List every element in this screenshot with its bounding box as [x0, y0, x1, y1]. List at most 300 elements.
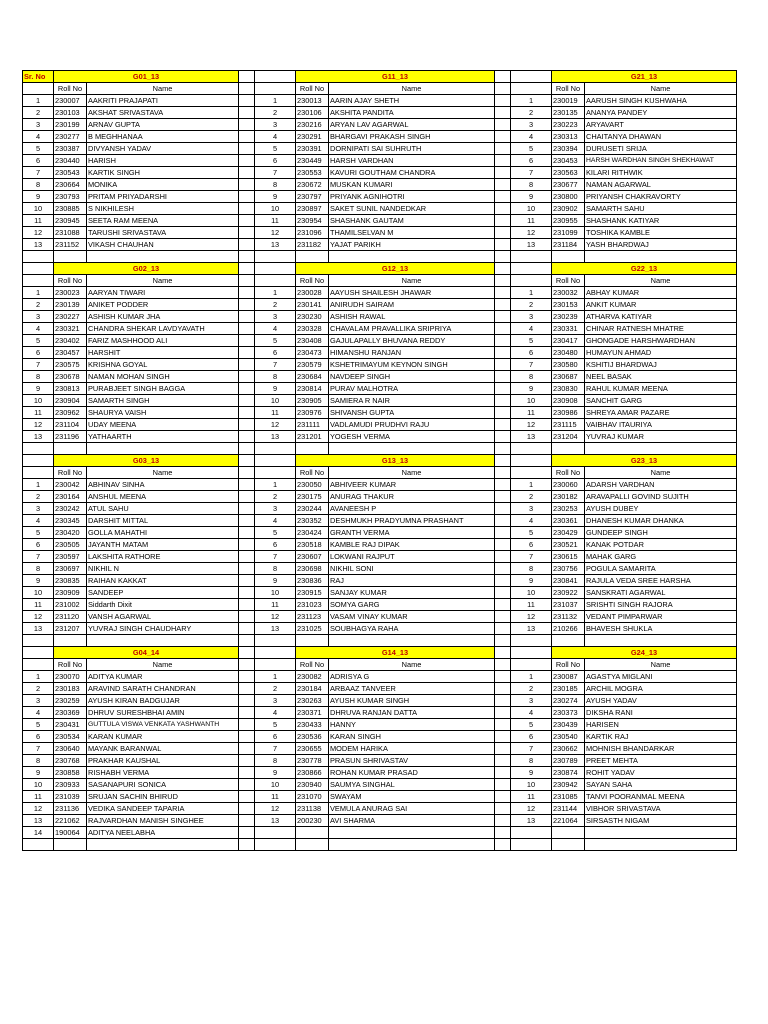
- roll-number-cell: 230607: [296, 551, 329, 563]
- serial-number-cell: 5: [255, 527, 296, 539]
- group-title: G21_13: [552, 71, 737, 83]
- roll-number-cell: [552, 827, 585, 839]
- roll-number-cell: 230800: [552, 191, 585, 203]
- spacer-cell: [495, 347, 511, 359]
- student-name-cell: SWAYAM: [329, 791, 495, 803]
- student-name-cell: VEDANT PIMPARWAR: [585, 611, 737, 623]
- table-row: [23, 827, 737, 839]
- student-name-cell: NIKHIL N: [87, 563, 239, 575]
- roll-number-cell: 230789: [552, 755, 585, 767]
- student-name-cell: CHAITANYA DHAWAN: [585, 131, 737, 143]
- roll-number-cell: 230575: [54, 359, 87, 371]
- spacer-cell: [495, 575, 511, 587]
- table-row: [23, 107, 737, 119]
- student-name-cell: ARNAV GUPTA: [87, 119, 239, 131]
- group-title: G04_14: [54, 647, 239, 659]
- name-label: Name: [329, 275, 495, 287]
- roll-number-cell: 230042: [54, 479, 87, 491]
- roll-number-cell: 231196: [54, 431, 87, 443]
- serial-number-cell: 8: [255, 755, 296, 767]
- roll-number-cell: 230408: [296, 335, 329, 347]
- student-name-cell: ANANYA PANDEY: [585, 107, 737, 119]
- serial-number-cell: 13: [23, 623, 54, 635]
- student-name-cell: [585, 827, 737, 839]
- spacer-cell: [495, 371, 511, 383]
- student-name-cell: RAHUL KUMAR MEENA: [585, 383, 737, 395]
- serial-number-cell: 2: [511, 299, 552, 311]
- student-name-cell: SANSKRATI AGARWAL: [585, 587, 737, 599]
- spacer-cell: [239, 575, 255, 587]
- spacer-cell: [239, 179, 255, 191]
- table-row: [23, 503, 737, 515]
- serial-number-cell: 6: [255, 155, 296, 167]
- student-name-cell: PURAV MALHOTRA: [329, 383, 495, 395]
- student-name-cell: AYUSH KIRAN BADGUJAR: [87, 695, 239, 707]
- serial-number-cell: 4: [23, 515, 54, 527]
- roll-number-cell: 230328: [296, 323, 329, 335]
- table-row: [23, 515, 737, 527]
- serial-number-cell: 6: [255, 347, 296, 359]
- spacer-cell: [239, 263, 255, 275]
- table-row: [23, 491, 737, 503]
- blank-cell: [329, 839, 495, 851]
- roll-number-cell: 230373: [552, 707, 585, 719]
- spacer-cell: [239, 419, 255, 431]
- student-name-cell: CHAVALAM PRAVALLIKA SRIPRIYA: [329, 323, 495, 335]
- roll-no-label: Roll No: [54, 467, 87, 479]
- spacer-cell: [239, 167, 255, 179]
- roll-number-cell: 230175: [296, 491, 329, 503]
- roll-number-cell: 230778: [296, 755, 329, 767]
- roll-number-cell: 231111: [296, 419, 329, 431]
- blank-cell: [296, 635, 329, 647]
- roll-number-cell: 230597: [54, 551, 87, 563]
- spacer-cell: [255, 263, 296, 275]
- serial-number-cell: 5: [23, 527, 54, 539]
- serial-number-cell: 8: [23, 563, 54, 575]
- spacer-cell: [239, 767, 255, 779]
- roll-number-cell: 230640: [54, 743, 87, 755]
- serial-number-cell: 11: [511, 599, 552, 611]
- table-row: [23, 671, 737, 683]
- serial-number-cell: 4: [511, 707, 552, 719]
- serial-number-cell: [511, 827, 552, 839]
- blank-cell: [23, 635, 54, 647]
- spacer-cell: [495, 467, 511, 479]
- blank-cell: [495, 251, 511, 263]
- student-name-cell: ARCHIL MOGRA: [585, 683, 737, 695]
- roll-number-cell: 231039: [54, 791, 87, 803]
- spacer-cell: [511, 71, 552, 83]
- serial-number-cell: 11: [23, 215, 54, 227]
- serial-number-cell: 10: [255, 395, 296, 407]
- spacer-cell: [495, 587, 511, 599]
- name-label: Name: [585, 83, 737, 95]
- spacer-cell: [239, 479, 255, 491]
- roll-number-cell: 230940: [296, 779, 329, 791]
- spacer-cell: [23, 659, 54, 671]
- roll-number-cell: 230103: [54, 107, 87, 119]
- serial-number-cell: 7: [23, 359, 54, 371]
- roll-number-cell: 221062: [54, 815, 87, 827]
- roll-no-label: Roll No: [552, 275, 585, 287]
- serial-number-cell: 13: [23, 815, 54, 827]
- student-name-cell: VIKASH CHAUHAN: [87, 239, 239, 251]
- roll-number-cell: 231132: [552, 611, 585, 623]
- serial-number-cell: 10: [23, 203, 54, 215]
- serial-number-cell: 1: [511, 671, 552, 683]
- roll-number-cell: 230440: [54, 155, 87, 167]
- spacer-cell: [495, 527, 511, 539]
- student-name-cell: VEDIKA SANDEEP TAPARIA: [87, 803, 239, 815]
- serial-number-cell: 1: [511, 95, 552, 107]
- roll-number-cell: 221064: [552, 815, 585, 827]
- group-header-row: [23, 71, 737, 83]
- student-name-cell: RAJULA VEDA SREE HARSHA: [585, 575, 737, 587]
- roll-number-cell: 230553: [296, 167, 329, 179]
- blank-cell: [552, 251, 585, 263]
- serial-number-cell: 8: [23, 755, 54, 767]
- blank-cell: [585, 839, 737, 851]
- roll-number-cell: 230028: [296, 287, 329, 299]
- table-row: [23, 347, 737, 359]
- roll-number-cell: 230521: [552, 539, 585, 551]
- serial-number-cell: 4: [255, 515, 296, 527]
- table-row: [23, 359, 737, 371]
- table-row: [23, 707, 737, 719]
- student-name-cell: AAKRITI PRAJAPATI: [87, 95, 239, 107]
- roll-number-cell: 231023: [296, 599, 329, 611]
- spacer-cell: [255, 71, 296, 83]
- student-name-cell: HARSH WARDHAN SINGH SHEKHAWAT: [585, 155, 737, 167]
- student-name-cell: DIKSHA RANI: [585, 707, 737, 719]
- serial-number-cell: 5: [511, 143, 552, 155]
- roll-no-label: Roll No: [296, 659, 329, 671]
- table-row: [23, 407, 737, 419]
- roll-number-cell: 230687: [552, 371, 585, 383]
- spacer-cell: [495, 131, 511, 143]
- student-name-cell: NIKHIL SONI: [329, 563, 495, 575]
- roll-number-cell: 231025: [296, 623, 329, 635]
- roll-number-cell: 230216: [296, 119, 329, 131]
- serial-number-cell: 3: [255, 695, 296, 707]
- spacer-cell: [239, 827, 255, 839]
- roll-number-cell: 230480: [552, 347, 585, 359]
- spacer-cell: [495, 155, 511, 167]
- serial-number-cell: 9: [511, 767, 552, 779]
- spacer-cell: [495, 299, 511, 311]
- roll-no-label: Roll No: [296, 467, 329, 479]
- roll-number-cell: 230361: [552, 515, 585, 527]
- spacer-cell: [495, 815, 511, 827]
- serial-number-cell: 11: [23, 599, 54, 611]
- roll-number-cell: 230540: [552, 731, 585, 743]
- student-name-cell: KSHITIJ BHARDWAJ: [585, 359, 737, 371]
- roll-number-cell: 230909: [54, 587, 87, 599]
- roll-number-cell: 230905: [296, 395, 329, 407]
- serial-number-cell: 1: [23, 287, 54, 299]
- student-name-cell: SASANAPURI SONICA: [87, 779, 239, 791]
- blank-cell: [296, 839, 329, 851]
- student-name-cell: SHAURYA VAISH: [87, 407, 239, 419]
- column-label-row: [23, 275, 737, 287]
- blank-cell: [87, 443, 239, 455]
- serial-number-cell: 2: [255, 683, 296, 695]
- student-name-cell: HARISH: [87, 155, 239, 167]
- student-name-cell: MUSKAN KUMARI: [329, 179, 495, 191]
- student-name-cell: KILARI RITHWIK: [585, 167, 737, 179]
- roll-number-cell: 230835: [54, 575, 87, 587]
- roll-number-cell: 230518: [296, 539, 329, 551]
- table-row: [23, 587, 737, 599]
- roll-number-cell: 230580: [552, 359, 585, 371]
- spacer-cell: [239, 671, 255, 683]
- student-name-cell: THAMILSELVAN M: [329, 227, 495, 239]
- table-row: [23, 155, 737, 167]
- group-title: G12_13: [296, 263, 495, 275]
- serial-number-cell: 13: [511, 239, 552, 251]
- roll-number-cell: 231184: [552, 239, 585, 251]
- serial-number-cell: 13: [23, 431, 54, 443]
- spacer-cell: [239, 599, 255, 611]
- group-title: G03_13: [54, 455, 239, 467]
- spacer-cell: [239, 371, 255, 383]
- student-name-cell: POGULA SAMARITA: [585, 563, 737, 575]
- student-name-cell: SAMARTH SINGH: [87, 395, 239, 407]
- group-header-row: [23, 647, 737, 659]
- student-name-cell: ATHARVA KATIYAR: [585, 311, 737, 323]
- serial-number-cell: 3: [511, 503, 552, 515]
- student-name-cell: BHARGAVI PRAKASH SINGH: [329, 131, 495, 143]
- serial-number-cell: 3: [23, 503, 54, 515]
- spacer-cell: [495, 683, 511, 695]
- roll-no-label: Roll No: [54, 659, 87, 671]
- student-name-cell: YUVRAJ KUMAR: [585, 431, 737, 443]
- roll-number-cell: 231099: [552, 227, 585, 239]
- blank-cell: [87, 251, 239, 263]
- serial-number-cell: 13: [255, 431, 296, 443]
- spacer-cell: [239, 659, 255, 671]
- roll-number-cell: 230433: [296, 719, 329, 731]
- spacer-cell: [495, 359, 511, 371]
- serial-number-cell: 13: [23, 239, 54, 251]
- roll-number-cell: 200230: [296, 815, 329, 827]
- blank-cell: [255, 635, 296, 647]
- student-name-cell: PRIYANK AGNIHOTRI: [329, 191, 495, 203]
- blank-cell: [585, 635, 737, 647]
- spacer-cell: [495, 479, 511, 491]
- roll-number-cell: 230904: [54, 395, 87, 407]
- student-name-cell: AYUSH YADAV: [585, 695, 737, 707]
- serial-number-cell: 4: [511, 131, 552, 143]
- serial-number-cell: 4: [255, 323, 296, 335]
- spacer-cell: [495, 695, 511, 707]
- student-name-cell: ANKIT KUMAR: [585, 299, 737, 311]
- student-name-cell: AYUSH KUMAR SINGH: [329, 695, 495, 707]
- serial-number-cell: 12: [23, 803, 54, 815]
- serial-number-cell: 4: [23, 323, 54, 335]
- spacer-cell: [239, 803, 255, 815]
- spacer-cell: [511, 647, 552, 659]
- roll-number-cell: 231201: [296, 431, 329, 443]
- student-name-cell: VEMULA ANURAG SAI: [329, 803, 495, 815]
- serial-number-cell: 13: [255, 815, 296, 827]
- spacer-cell: [495, 311, 511, 323]
- spacer-cell: [239, 515, 255, 527]
- student-name-cell: ARAVAPALLI GOVIND SUJITH: [585, 491, 737, 503]
- student-name-cell: ARAVIND SARATH CHANDRAN: [87, 683, 239, 695]
- blank-cell: [255, 443, 296, 455]
- student-name-cell: MAYANK BARANWAL: [87, 743, 239, 755]
- blank-cell: [329, 443, 495, 455]
- student-name-cell: DORNIPATI SAI SUHRUTH: [329, 143, 495, 155]
- table-row: [23, 611, 737, 623]
- serial-number-cell: 4: [255, 707, 296, 719]
- spacer-cell: [511, 263, 552, 275]
- roll-number-cell: 230933: [54, 779, 87, 791]
- table-row: [23, 575, 737, 587]
- roll-no-label: Roll No: [296, 83, 329, 95]
- student-name-cell: Siddarth Dixit: [87, 599, 239, 611]
- serial-number-cell: 12: [255, 803, 296, 815]
- student-name-cell: DURUSETI SRIJA: [585, 143, 737, 155]
- student-name-cell: DHANESH KUMAR DHANKA: [585, 515, 737, 527]
- spacer-cell: [239, 203, 255, 215]
- roll-number-cell: 230417: [552, 335, 585, 347]
- blank-separator-row: [23, 443, 737, 455]
- serial-number-cell: 12: [23, 611, 54, 623]
- spacer-cell: [495, 419, 511, 431]
- serial-number-cell: 2: [511, 107, 552, 119]
- spacer-cell: [495, 431, 511, 443]
- student-name-cell: ANURAG THAKUR: [329, 491, 495, 503]
- spacer-cell: [239, 215, 255, 227]
- student-name-cell: ARYAVART: [585, 119, 737, 131]
- serial-number-cell: 9: [255, 191, 296, 203]
- roll-number-cell: 231085: [552, 791, 585, 803]
- roll-number-cell: 230420: [54, 527, 87, 539]
- serial-number-cell: 7: [511, 743, 552, 755]
- spacer-cell: [255, 275, 296, 287]
- blank-cell: [239, 839, 255, 851]
- serial-number-cell: 8: [511, 755, 552, 767]
- serial-number-cell: 12: [511, 419, 552, 431]
- roll-number-cell: 230050: [296, 479, 329, 491]
- spacer-cell: [495, 227, 511, 239]
- student-name-cell: ANSHUL MEENA: [87, 491, 239, 503]
- spacer-cell: [495, 611, 511, 623]
- roll-number-cell: 230505: [54, 539, 87, 551]
- spacer-cell: [239, 323, 255, 335]
- roll-number-cell: 230457: [54, 347, 87, 359]
- group-header-row: [23, 263, 737, 275]
- roll-number-cell: 230321: [54, 323, 87, 335]
- student-name-cell: YUVRAJ SINGH CHAUDHARY: [87, 623, 239, 635]
- spacer-cell: [239, 539, 255, 551]
- serial-number-cell: 2: [511, 683, 552, 695]
- student-name-cell: CHINAR RATNESH MHATRE: [585, 323, 737, 335]
- student-name-cell: GUTTULA VISWA VENKATA YASHWANTH: [87, 719, 239, 731]
- roll-number-cell: 230768: [54, 755, 87, 767]
- group-title: G14_13: [296, 647, 495, 659]
- serial-number-cell: 7: [255, 551, 296, 563]
- student-name-cell: MAHAK GARG: [585, 551, 737, 563]
- roll-number-cell: 230897: [296, 203, 329, 215]
- spacer-cell: [255, 455, 296, 467]
- student-name-cell: RAJ: [329, 575, 495, 587]
- serial-number-cell: 10: [255, 587, 296, 599]
- blank-cell: [87, 635, 239, 647]
- blank-cell: [511, 839, 552, 851]
- student-name-cell: HARSH VARDHAN: [329, 155, 495, 167]
- student-name-cell: SHIVANSH GUPTA: [329, 407, 495, 419]
- serial-number-cell: 7: [255, 167, 296, 179]
- spacer-cell: [495, 599, 511, 611]
- roll-number-cell: 210266: [552, 623, 585, 635]
- table-row: [23, 335, 737, 347]
- student-name-cell: RAIHAN KAKKAT: [87, 575, 239, 587]
- serial-number-cell: 14: [23, 827, 54, 839]
- serial-number-cell: 2: [23, 491, 54, 503]
- serial-number-cell: 11: [511, 791, 552, 803]
- student-name-cell: SAKET SUNIL NANDEDKAR: [329, 203, 495, 215]
- student-name-cell: PURABJEET SINGH BAGGA: [87, 383, 239, 395]
- student-name-cell: KAVURI GOUTHAM CHANDRA: [329, 167, 495, 179]
- student-name-cell: UDAY MEENA: [87, 419, 239, 431]
- serial-number-cell: 3: [511, 695, 552, 707]
- table-row: [23, 563, 737, 575]
- student-name-cell: SANCHIT GARG: [585, 395, 737, 407]
- serial-number-cell: 1: [23, 671, 54, 683]
- serial-number-cell: 9: [511, 383, 552, 395]
- table-row: [23, 539, 737, 551]
- roll-number-cell: 231096: [296, 227, 329, 239]
- roll-number-cell: 230976: [296, 407, 329, 419]
- spacer-cell: [495, 275, 511, 287]
- student-name-cell: DHRUV SURESHBHAI AMIN: [87, 707, 239, 719]
- spacer-cell: [495, 755, 511, 767]
- spacer-cell: [239, 611, 255, 623]
- spacer-cell: [495, 647, 511, 659]
- blank-cell: [255, 251, 296, 263]
- student-name-cell: KSHETRIMAYUM KEYNON SINGH: [329, 359, 495, 371]
- blank-cell: [329, 635, 495, 647]
- roll-no-label: Roll No: [552, 83, 585, 95]
- roll-number-cell: 230473: [296, 347, 329, 359]
- serial-number-cell: 5: [23, 143, 54, 155]
- roll-no-label: Roll No: [296, 275, 329, 287]
- blank-cell: [54, 251, 87, 263]
- serial-number-cell: 7: [255, 743, 296, 755]
- serial-number-cell: 6: [511, 539, 552, 551]
- roll-number-cell: 230955: [552, 215, 585, 227]
- table-row: [23, 815, 737, 827]
- spacer-cell: [495, 119, 511, 131]
- spacer-cell: [495, 731, 511, 743]
- student-name-cell: ADARSH VARDHAN: [585, 479, 737, 491]
- student-name-cell: AKSHAT SRIVASTAVA: [87, 107, 239, 119]
- spacer-cell: [239, 743, 255, 755]
- spacer-cell: [255, 647, 296, 659]
- roll-number-cell: 230274: [552, 695, 585, 707]
- roll-no-label: Roll No: [54, 275, 87, 287]
- roll-number-cell: 231104: [54, 419, 87, 431]
- roll-number-cell: 230106: [296, 107, 329, 119]
- serial-number-cell: 2: [255, 491, 296, 503]
- table-row: [23, 287, 737, 299]
- roll-number-cell: 230986: [552, 407, 585, 419]
- serial-number-cell: 10: [23, 395, 54, 407]
